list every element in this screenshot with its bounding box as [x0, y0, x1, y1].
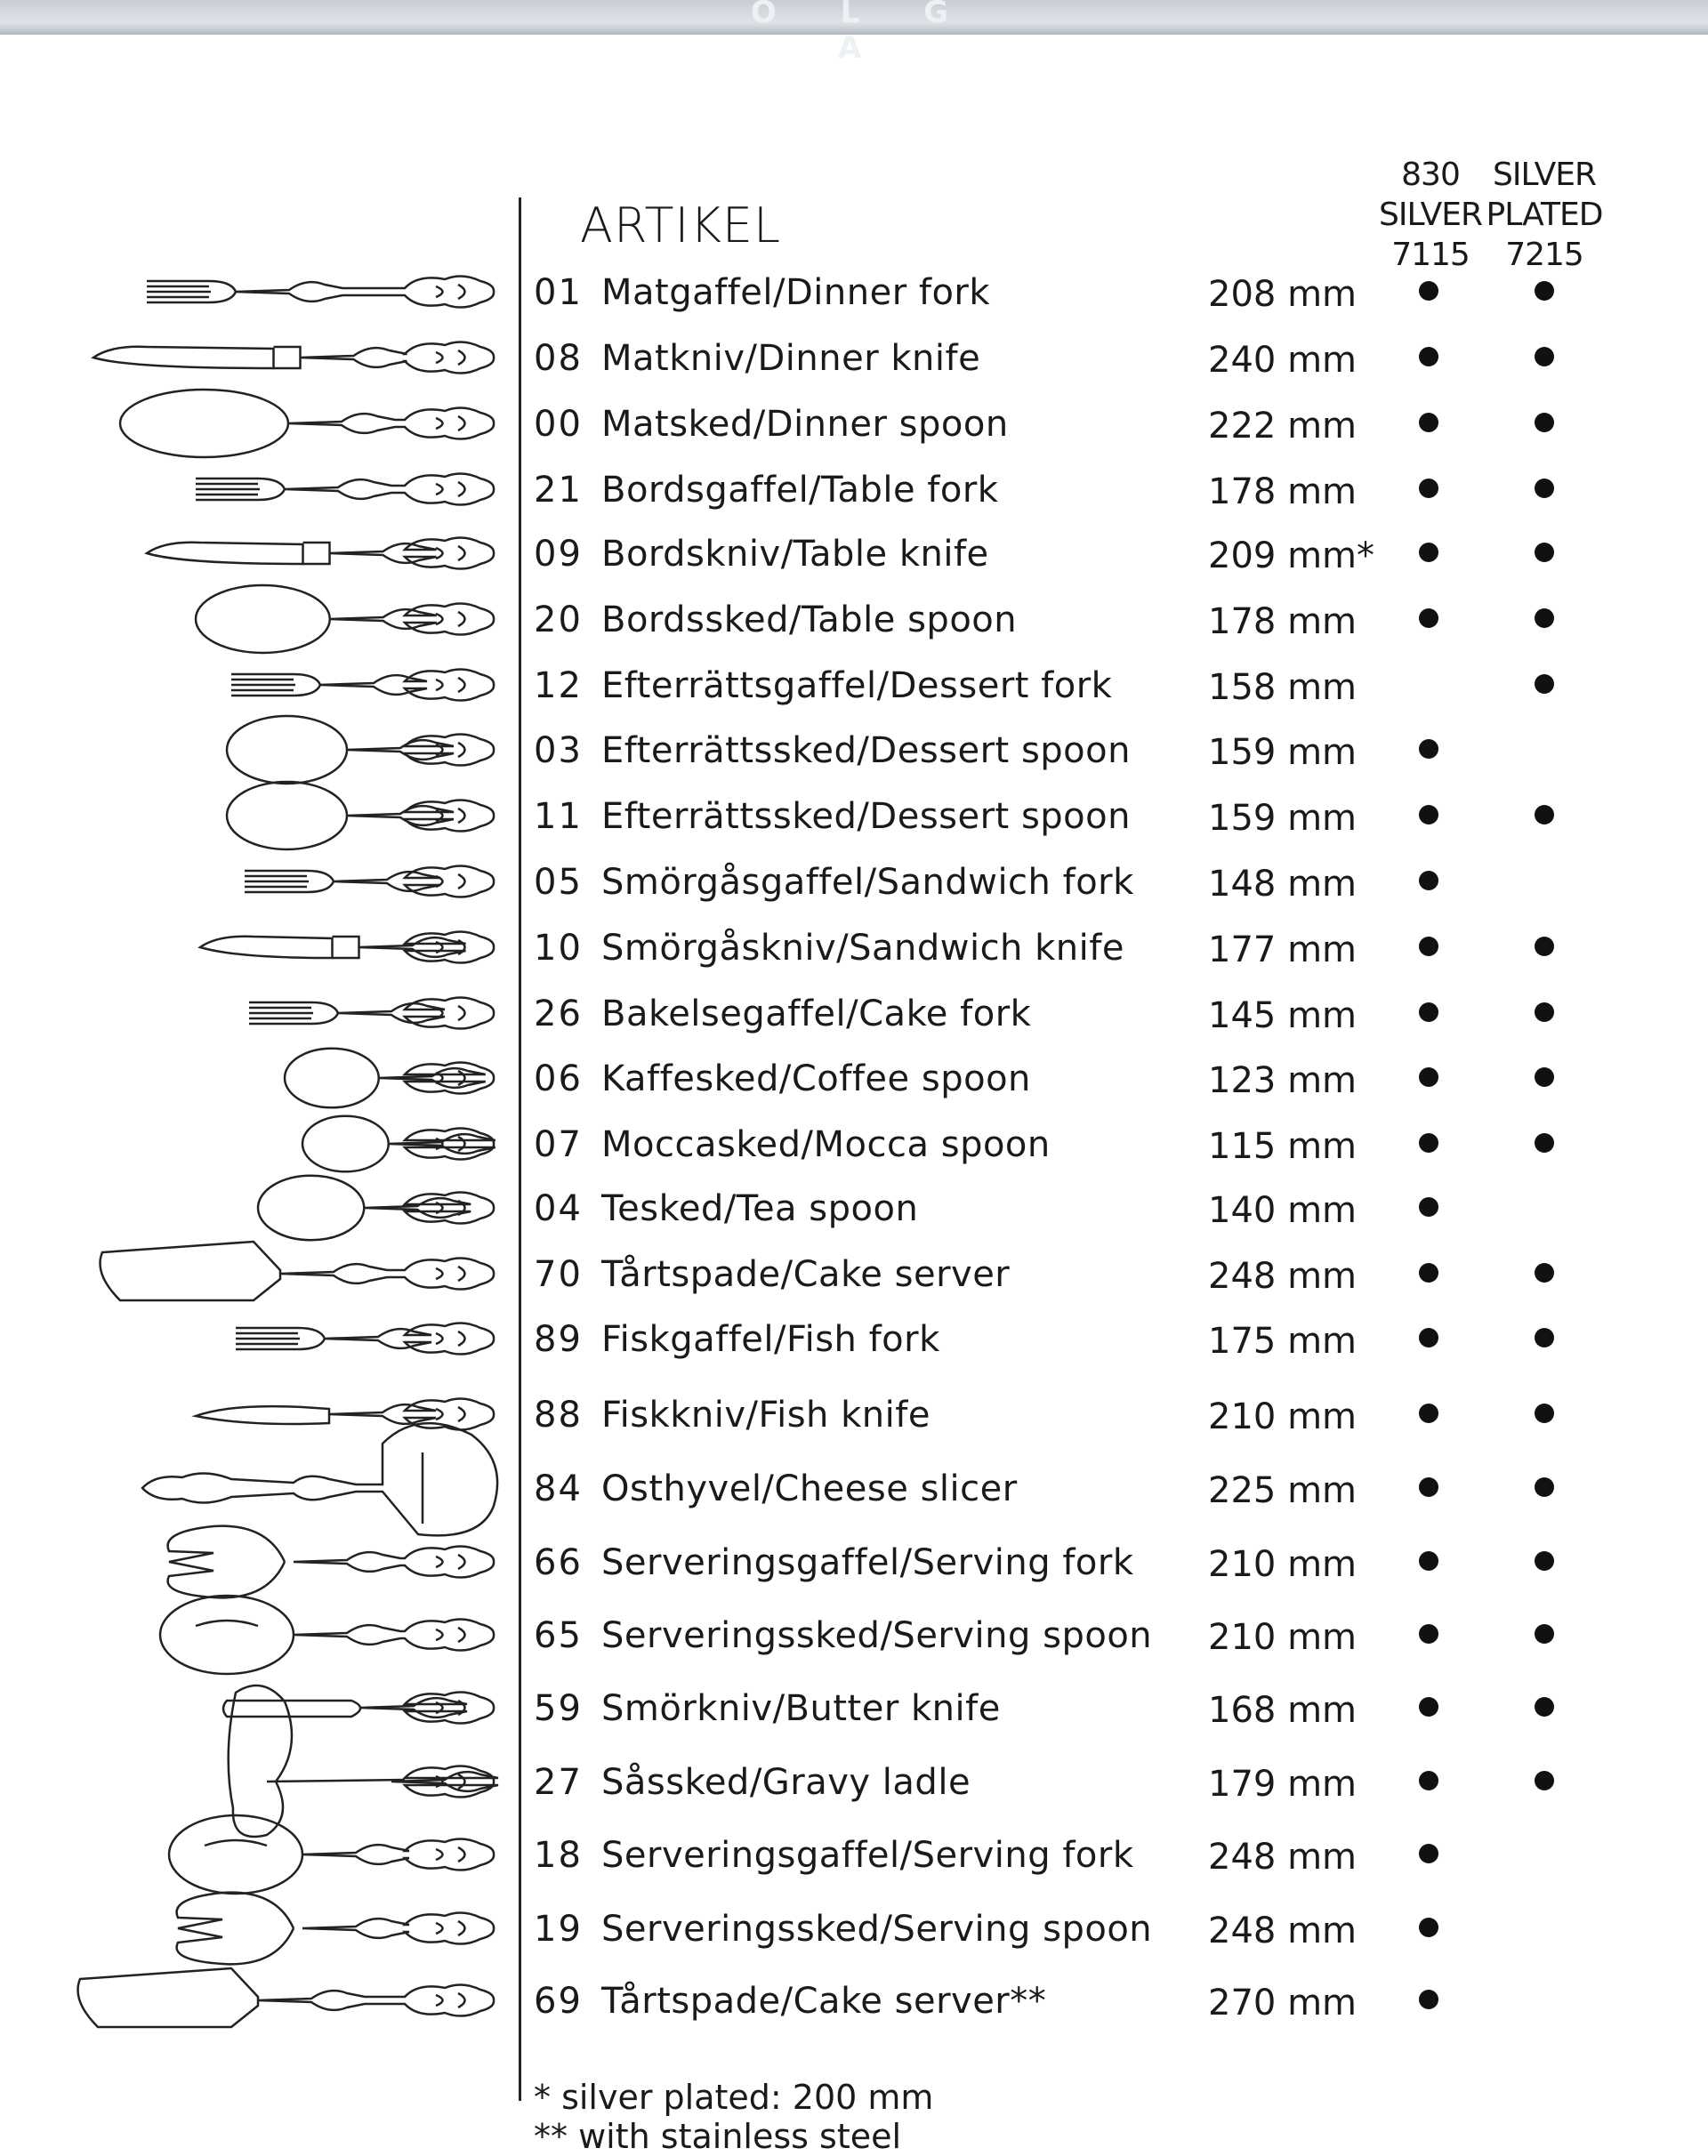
article-name: Bordssked/Table spoon: [601, 599, 1018, 640]
fork-illustration-icon: [0, 463, 507, 516]
footnote-silver-plated: * silver plated: 200 mm: [534, 2078, 934, 2117]
article-number: 05: [534, 862, 583, 903]
article-length: 210 mm: [1208, 1617, 1357, 1658]
availability-dot-silver-plated: [1535, 1002, 1554, 1022]
article-row: [0, 1461, 1708, 1515]
availability-dot-830-silver: [1419, 1404, 1438, 1423]
col-head-830-silver: [1368, 155, 1493, 275]
availability-dot-830-silver: [1419, 281, 1438, 301]
article-number: 18: [534, 1835, 583, 1876]
article-length: 210 mm: [1208, 1396, 1357, 1437]
article-row: [0, 1051, 1708, 1105]
sspoon-illustration-icon: [0, 1608, 507, 1661]
article-name: Serveringsgaffel/Serving fork: [601, 1542, 1134, 1583]
availability-dot-silver-plated: [1535, 1697, 1554, 1717]
spoon-illustration-icon: [0, 1117, 507, 1171]
article-length: 222 mm: [1208, 406, 1357, 446]
article-row: [0, 592, 1708, 646]
availability-dot-silver-plated: [1535, 1624, 1554, 1644]
article-number: 00: [534, 404, 583, 445]
article-number: 12: [534, 665, 583, 706]
footnote-stainless: ** with stainless steel: [534, 2117, 902, 2156]
spoon-illustration-icon: [0, 397, 507, 450]
article-length: 210 mm: [1208, 1544, 1357, 1585]
article-name: Smörkniv/Butter knife: [601, 1688, 1001, 1729]
availability-dot-830-silver: [1419, 1844, 1438, 1863]
article-number: 84: [534, 1468, 583, 1509]
col-head-line: PLATED: [1486, 197, 1603, 233]
article-name: Serveringssked/Serving spoon: [601, 1615, 1153, 1656]
article-number: 06: [534, 1058, 583, 1099]
availability-dot-silver-plated: [1535, 1404, 1554, 1423]
article-length: 248 mm: [1208, 1911, 1357, 1951]
spoon-illustration-icon: [0, 592, 507, 646]
article-length: 225 mm: [1208, 1470, 1357, 1511]
article-name: Tårtspade/Cake server**: [601, 1981, 1047, 2022]
article-row: [0, 723, 1708, 776]
spoon-illustration-icon: [0, 723, 507, 776]
article-number: 08: [534, 338, 583, 379]
article-number: 19: [534, 1909, 583, 1950]
article-name: Bakelsegaffel/Cake fork: [601, 994, 1032, 1034]
article-name: Bordskniv/Table knife: [601, 534, 989, 575]
fork-illustration-icon: [0, 265, 507, 318]
article-number: 70: [534, 1254, 583, 1295]
article-number: 66: [534, 1542, 583, 1583]
ladle-illustration-icon: [0, 1755, 507, 1808]
col-head-line: 7115: [1391, 237, 1470, 273]
availability-dot-830-silver: [1419, 1477, 1438, 1497]
article-number: 27: [534, 1762, 583, 1803]
article-row: [0, 1535, 1708, 1589]
article-row: [0, 1117, 1708, 1171]
availability-dot-830-silver: [1419, 1990, 1438, 2009]
server-illustration-icon: [0, 1247, 507, 1300]
availability-dot-silver-plated: [1535, 805, 1554, 825]
article-name: Tårtspade/Cake server: [601, 1254, 1011, 1295]
article-row: [0, 1608, 1708, 1661]
article-length: 175 mm: [1208, 1321, 1357, 1362]
brand-watermark: O L G A: [750, 0, 976, 66]
article-length: 248 mm: [1208, 1837, 1357, 1878]
availability-dot-830-silver: [1419, 1624, 1438, 1644]
article-length: 208 mm: [1208, 274, 1357, 315]
article-name: Fiskgaffel/Fish fork: [601, 1319, 940, 1360]
col-head-line: 830: [1401, 157, 1460, 193]
availability-dot-silver-plated: [1535, 1477, 1554, 1497]
availability-dot-830-silver: [1419, 479, 1438, 498]
col-head-line: 7215: [1505, 237, 1583, 273]
article-number: 59: [534, 1688, 583, 1729]
availability-dot-silver-plated: [1535, 1771, 1554, 1790]
availability-dot-830-silver: [1419, 1133, 1438, 1153]
availability-dot-silver-plated: [1535, 937, 1554, 956]
fork-illustration-icon: [0, 658, 507, 712]
article-name: Efterrättssked/Dessert spoon: [601, 796, 1131, 837]
article-number: 09: [534, 534, 583, 575]
article-name: Matkniv/Dinner knife: [601, 338, 981, 379]
article-row: [0, 265, 1708, 318]
availability-dot-830-silver: [1419, 937, 1438, 956]
artikel-heading: ARTIKEL: [580, 197, 782, 253]
spoon-illustration-icon: [0, 1051, 507, 1105]
article-name: Fiskkniv/Fish knife: [601, 1395, 931, 1436]
availability-dot-830-silver: [1419, 1197, 1438, 1217]
article-row: [0, 1974, 1708, 2027]
article-name: Kaffesked/Coffee spoon: [601, 1058, 1031, 1099]
availability-dot-830-silver: [1419, 1263, 1438, 1283]
article-number: 89: [534, 1319, 583, 1360]
bknife-illustration-icon: [0, 1681, 507, 1734]
availability-dot-830-silver: [1419, 347, 1438, 366]
article-row: [0, 986, 1708, 1040]
availability-dot-830-silver: [1419, 1328, 1438, 1348]
availability-dot-830-silver: [1419, 805, 1438, 825]
article-row: [0, 527, 1708, 580]
article-length: 178 mm: [1208, 601, 1357, 642]
availability-dot-830-silver: [1419, 1697, 1438, 1717]
knife-illustration-icon: [0, 331, 507, 384]
availability-dot-830-silver: [1419, 871, 1438, 890]
article-length: 123 mm: [1208, 1060, 1357, 1101]
article-row: [0, 1681, 1708, 1734]
article-row: [0, 855, 1708, 908]
article-name: Bordsgaffel/Table fork: [601, 470, 999, 511]
article-length: 168 mm: [1208, 1690, 1357, 1731]
availability-dot-silver-plated: [1535, 674, 1554, 694]
article-length: 270 mm: [1208, 1983, 1357, 2023]
fork-illustration-icon: [0, 1312, 507, 1365]
article-name: Serveringssked/Serving spoon: [601, 1909, 1153, 1950]
availability-dot-830-silver: [1419, 543, 1438, 562]
article-length: 159 mm: [1208, 732, 1357, 773]
col-head-line: SILVER: [1379, 197, 1482, 233]
article-row: [0, 921, 1708, 974]
availability-dot-silver-plated: [1535, 413, 1554, 432]
fishknife-illustration-icon: [0, 1388, 507, 1441]
sspoon-illustration-icon: [0, 1828, 507, 1881]
article-number: 20: [534, 599, 583, 640]
article-length: 179 mm: [1208, 1764, 1357, 1805]
article-length: 177 mm: [1208, 929, 1357, 970]
article-name: Matgaffel/Dinner fork: [601, 272, 991, 313]
availability-dot-830-silver: [1419, 1918, 1438, 1937]
article-name: Efterrättsgaffel/Dessert fork: [601, 665, 1113, 706]
availability-dot-silver-plated: [1535, 608, 1554, 628]
availability-dot-silver-plated: [1535, 1133, 1554, 1153]
server-illustration-icon: [0, 1974, 507, 2027]
article-row: [0, 1902, 1708, 1955]
availability-dot-silver-plated: [1535, 1067, 1554, 1087]
article-length: 209 mm*: [1208, 535, 1374, 576]
availability-dot-830-silver: [1419, 1067, 1438, 1087]
article-name: Smörgåskniv/Sandwich knife: [601, 928, 1124, 969]
article-number: 11: [534, 796, 583, 837]
article-length: 178 mm: [1208, 471, 1357, 512]
article-row: [0, 658, 1708, 712]
article-number: 26: [534, 994, 583, 1034]
availability-dot-silver-plated: [1535, 281, 1554, 301]
article-number: 65: [534, 1615, 583, 1656]
article-length: 158 mm: [1208, 667, 1357, 708]
availability-dot-silver-plated: [1535, 1551, 1554, 1571]
article-length: 140 mm: [1208, 1190, 1357, 1231]
article-row: [0, 1828, 1708, 1881]
article-number: 04: [534, 1188, 583, 1229]
article-name: Serveringsgaffel/Serving fork: [601, 1835, 1134, 1876]
knife-illustration-icon: [0, 921, 507, 974]
article-name: Moccasked/Mocca spoon: [601, 1124, 1051, 1165]
article-number: 21: [534, 470, 583, 511]
article-row: [0, 331, 1708, 384]
spoon-illustration-icon: [0, 789, 507, 842]
availability-dot-830-silver: [1419, 608, 1438, 628]
availability-dot-830-silver: [1419, 739, 1438, 759]
availability-dot-830-silver: [1419, 1002, 1438, 1022]
availability-dot-silver-plated: [1535, 347, 1554, 366]
spoon-illustration-icon: [0, 1181, 507, 1235]
sfork-illustration-icon: [0, 1902, 507, 1955]
article-number: 07: [534, 1124, 583, 1165]
article-number: 88: [534, 1395, 583, 1436]
article-number: 01: [534, 272, 583, 313]
availability-dot-830-silver: [1419, 1551, 1438, 1571]
article-length: 240 mm: [1208, 340, 1357, 381]
availability-dot-silver-plated: [1535, 1263, 1554, 1283]
availability-dot-830-silver: [1419, 1771, 1438, 1790]
article-row: [0, 1312, 1708, 1365]
fork-illustration-icon: [0, 986, 507, 1040]
article-length: 248 mm: [1208, 1256, 1357, 1297]
fork-illustration-icon: [0, 855, 507, 908]
col-head-line: SILVER: [1493, 157, 1596, 193]
availability-dot-830-silver: [1419, 413, 1438, 432]
article-row: [0, 463, 1708, 516]
article-name: Såssked/Gravy ladle: [601, 1762, 971, 1803]
article-length: 159 mm: [1208, 798, 1357, 839]
article-length: 115 mm: [1208, 1126, 1357, 1167]
article-row: [0, 1247, 1708, 1300]
article-name: Efterrättssked/Dessert spoon: [601, 730, 1131, 771]
article-name: Matsked/Dinner spoon: [601, 404, 1009, 445]
availability-dot-silver-plated: [1535, 479, 1554, 498]
article-number: 69: [534, 1981, 583, 2022]
article-row: [0, 397, 1708, 450]
article-number: 10: [534, 928, 583, 969]
col-head-silver-plated: [1482, 155, 1607, 275]
knife-illustration-icon: [0, 527, 507, 580]
article-name: Smörgåsgaffel/Sandwich fork: [601, 862, 1134, 903]
article-length: 148 mm: [1208, 864, 1357, 905]
article-length: 145 mm: [1208, 995, 1357, 1036]
article-row: [0, 789, 1708, 842]
slicer-illustration-icon: [0, 1461, 507, 1515]
top-banner: [0, 0, 1708, 66]
article-row: [0, 1181, 1708, 1235]
article-row: [0, 1388, 1708, 1441]
article-name: Osthyvel/Cheese slicer: [601, 1468, 1018, 1509]
sfork-illustration-icon: [0, 1535, 507, 1589]
availability-dot-silver-plated: [1535, 1328, 1554, 1348]
availability-dot-silver-plated: [1535, 543, 1554, 562]
article-name: Tesked/Tea spoon: [601, 1188, 919, 1229]
article-number: 03: [534, 730, 583, 771]
article-row: [0, 1755, 1708, 1808]
